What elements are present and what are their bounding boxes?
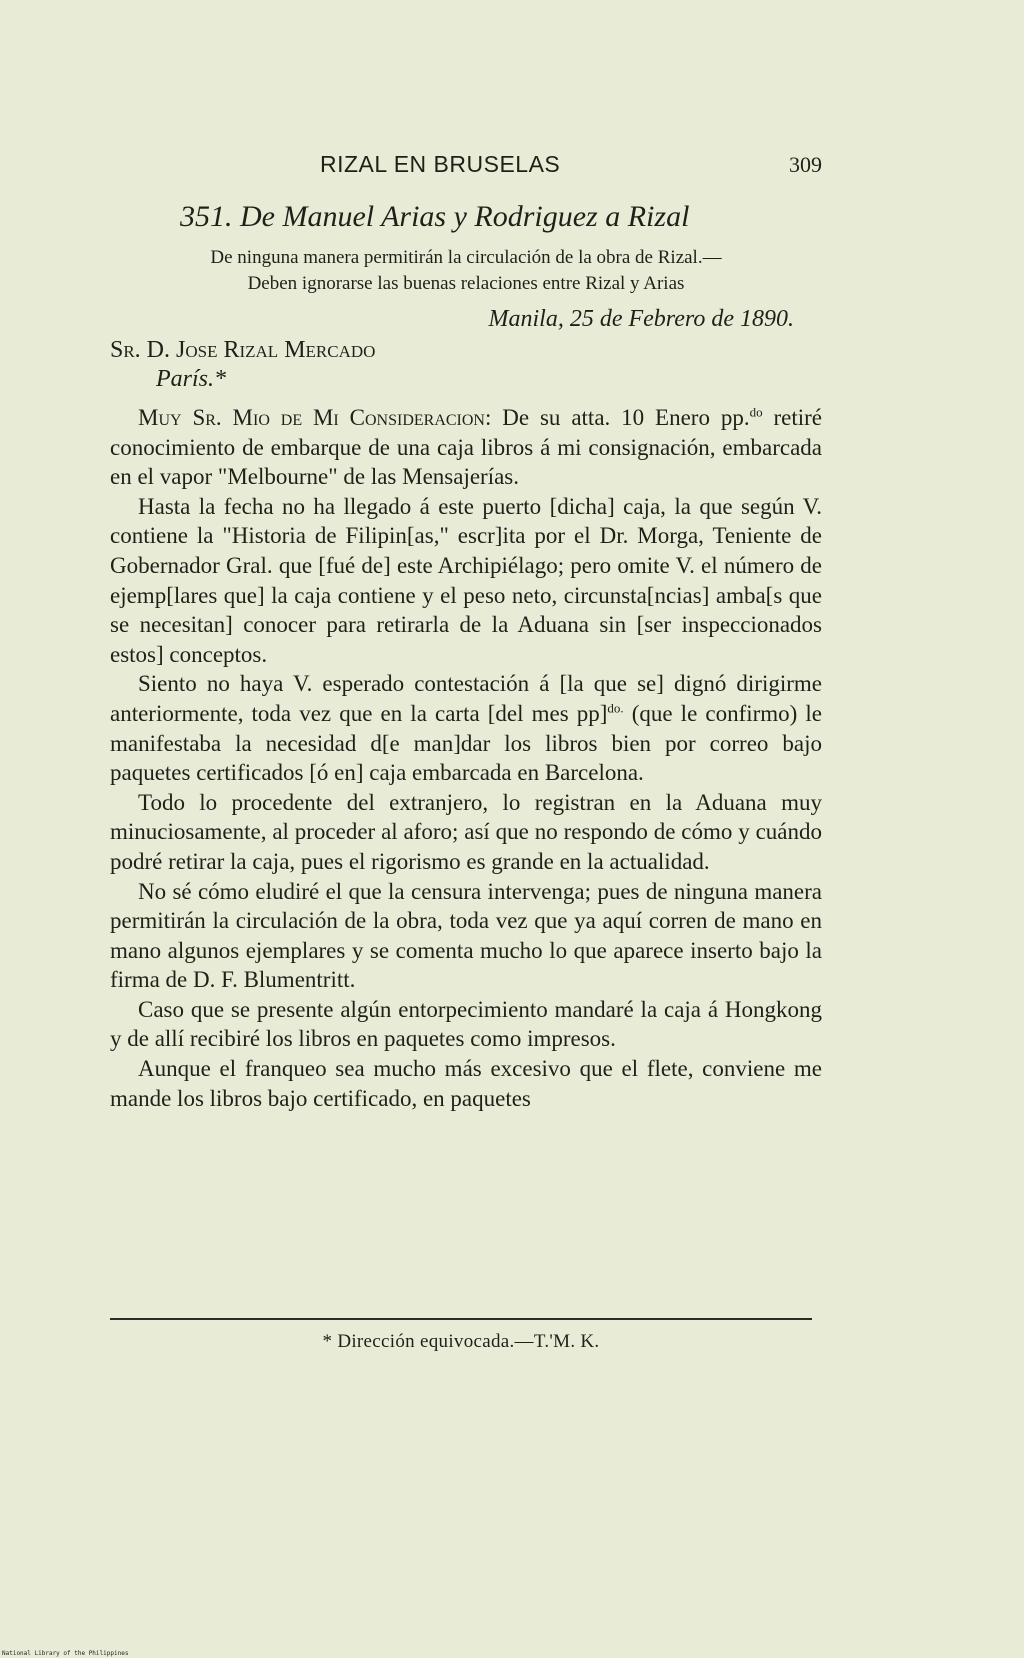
salutation: Muy Sr. Mio de Mi Consideracion: xyxy=(138,405,492,430)
footnote: * Dirección equivocada.—T.'M. K. xyxy=(322,1331,600,1352)
paragraph xyxy=(110,669,822,787)
paragraph: Hasta la fecha no ha llegado á este puerto [dicha] caja, la que según V. contiene la "Historia de Filipin[as," escr]ita por el Dr. Morga, Teniente de Gobernador Gral. que [fué de] este Archipiélago; pero omite V. el número de ejemp[lares que] la caja contiene y el peso neto, circunsta[ncias] amba[s que se necesitan] conocer para retirarla de la Aduana sin [ser inspeccionados estos] conceptos. xyxy=(110,493,822,667)
superscript: do. xyxy=(607,700,624,716)
paragraph-text: (que le confirmo) le manifestaba la necesidad d[e man]dar los libros bien por correo bajo paquetes certificados [ó en] caja embarcada en Barcelona. xyxy=(110,700,823,786)
paragraph-text: De su atta. 10 Enero pp. xyxy=(502,405,750,430)
page-number: 309 xyxy=(789,152,822,177)
letter-title: 351. De Manuel Arias y Rodriguez a Rizal xyxy=(180,200,690,233)
addressee xyxy=(110,336,375,394)
paragraph xyxy=(110,403,822,492)
paragraph: Todo lo procedente del extranjero, lo registran en la Aduana muy minuciosamente, al proceder al aforo; así que no respondo de cómo y cuándo podré retirar la caja, pues el rigorismo es grande en la actualidad. xyxy=(110,789,822,874)
addressee-name: Sr. D. Jose Rizal Mercado xyxy=(110,337,376,363)
paragraph-text: Siento no haya V. esperado contestación á [la que se] dignó dirigirme anteriormente, toda vez que en la carta [del mes pp] xyxy=(110,671,822,726)
letter-summary xyxy=(110,245,822,297)
letter-body xyxy=(110,403,822,1113)
running-title: RIZAL EN BRUSELAS xyxy=(320,151,561,177)
summary-line: De ninguna manera permitirán la circulación de la obra de Rizal.— xyxy=(210,247,722,268)
paragraph: Caso que se presente algún entorpecimiento mandaré la caja á Hongkong y de allí recibiré los libros en paquetes como impresos. xyxy=(110,996,822,1052)
paragraph: No sé cómo eludiré el que la censura intervenga; pues de ninguna manera permitirán la circulación de la obra, toda vez que ya aquí corren de mano en mano algunos ejemplares y se comenta mucho lo que aparece inserto bajo la firma de D. F. Blumentritt. xyxy=(110,878,822,993)
paragraph-text: retiré conocimiento de embarque de una caja libros á mi consignación, embarcada en el vapor "Melbourne" de las Mensajerías. xyxy=(110,405,823,490)
superscript: do xyxy=(749,404,763,420)
paragraph: Aunque el franqueo sea mucho más excesivo que el flete, conviene me mande los libros bajo certificado, en paquetes xyxy=(110,1056,822,1111)
addressee-place: París.* xyxy=(156,366,227,392)
summary-line: Deben ignorarse las buenas relaciones entre Rizal y Arias xyxy=(247,273,685,294)
footnote-divider xyxy=(110,1318,812,1320)
library-watermark: National Library of the Philippines xyxy=(2,1650,129,1657)
running-head xyxy=(110,151,822,181)
dateline: Manila, 25 de Febrero de 1890. xyxy=(488,306,794,332)
